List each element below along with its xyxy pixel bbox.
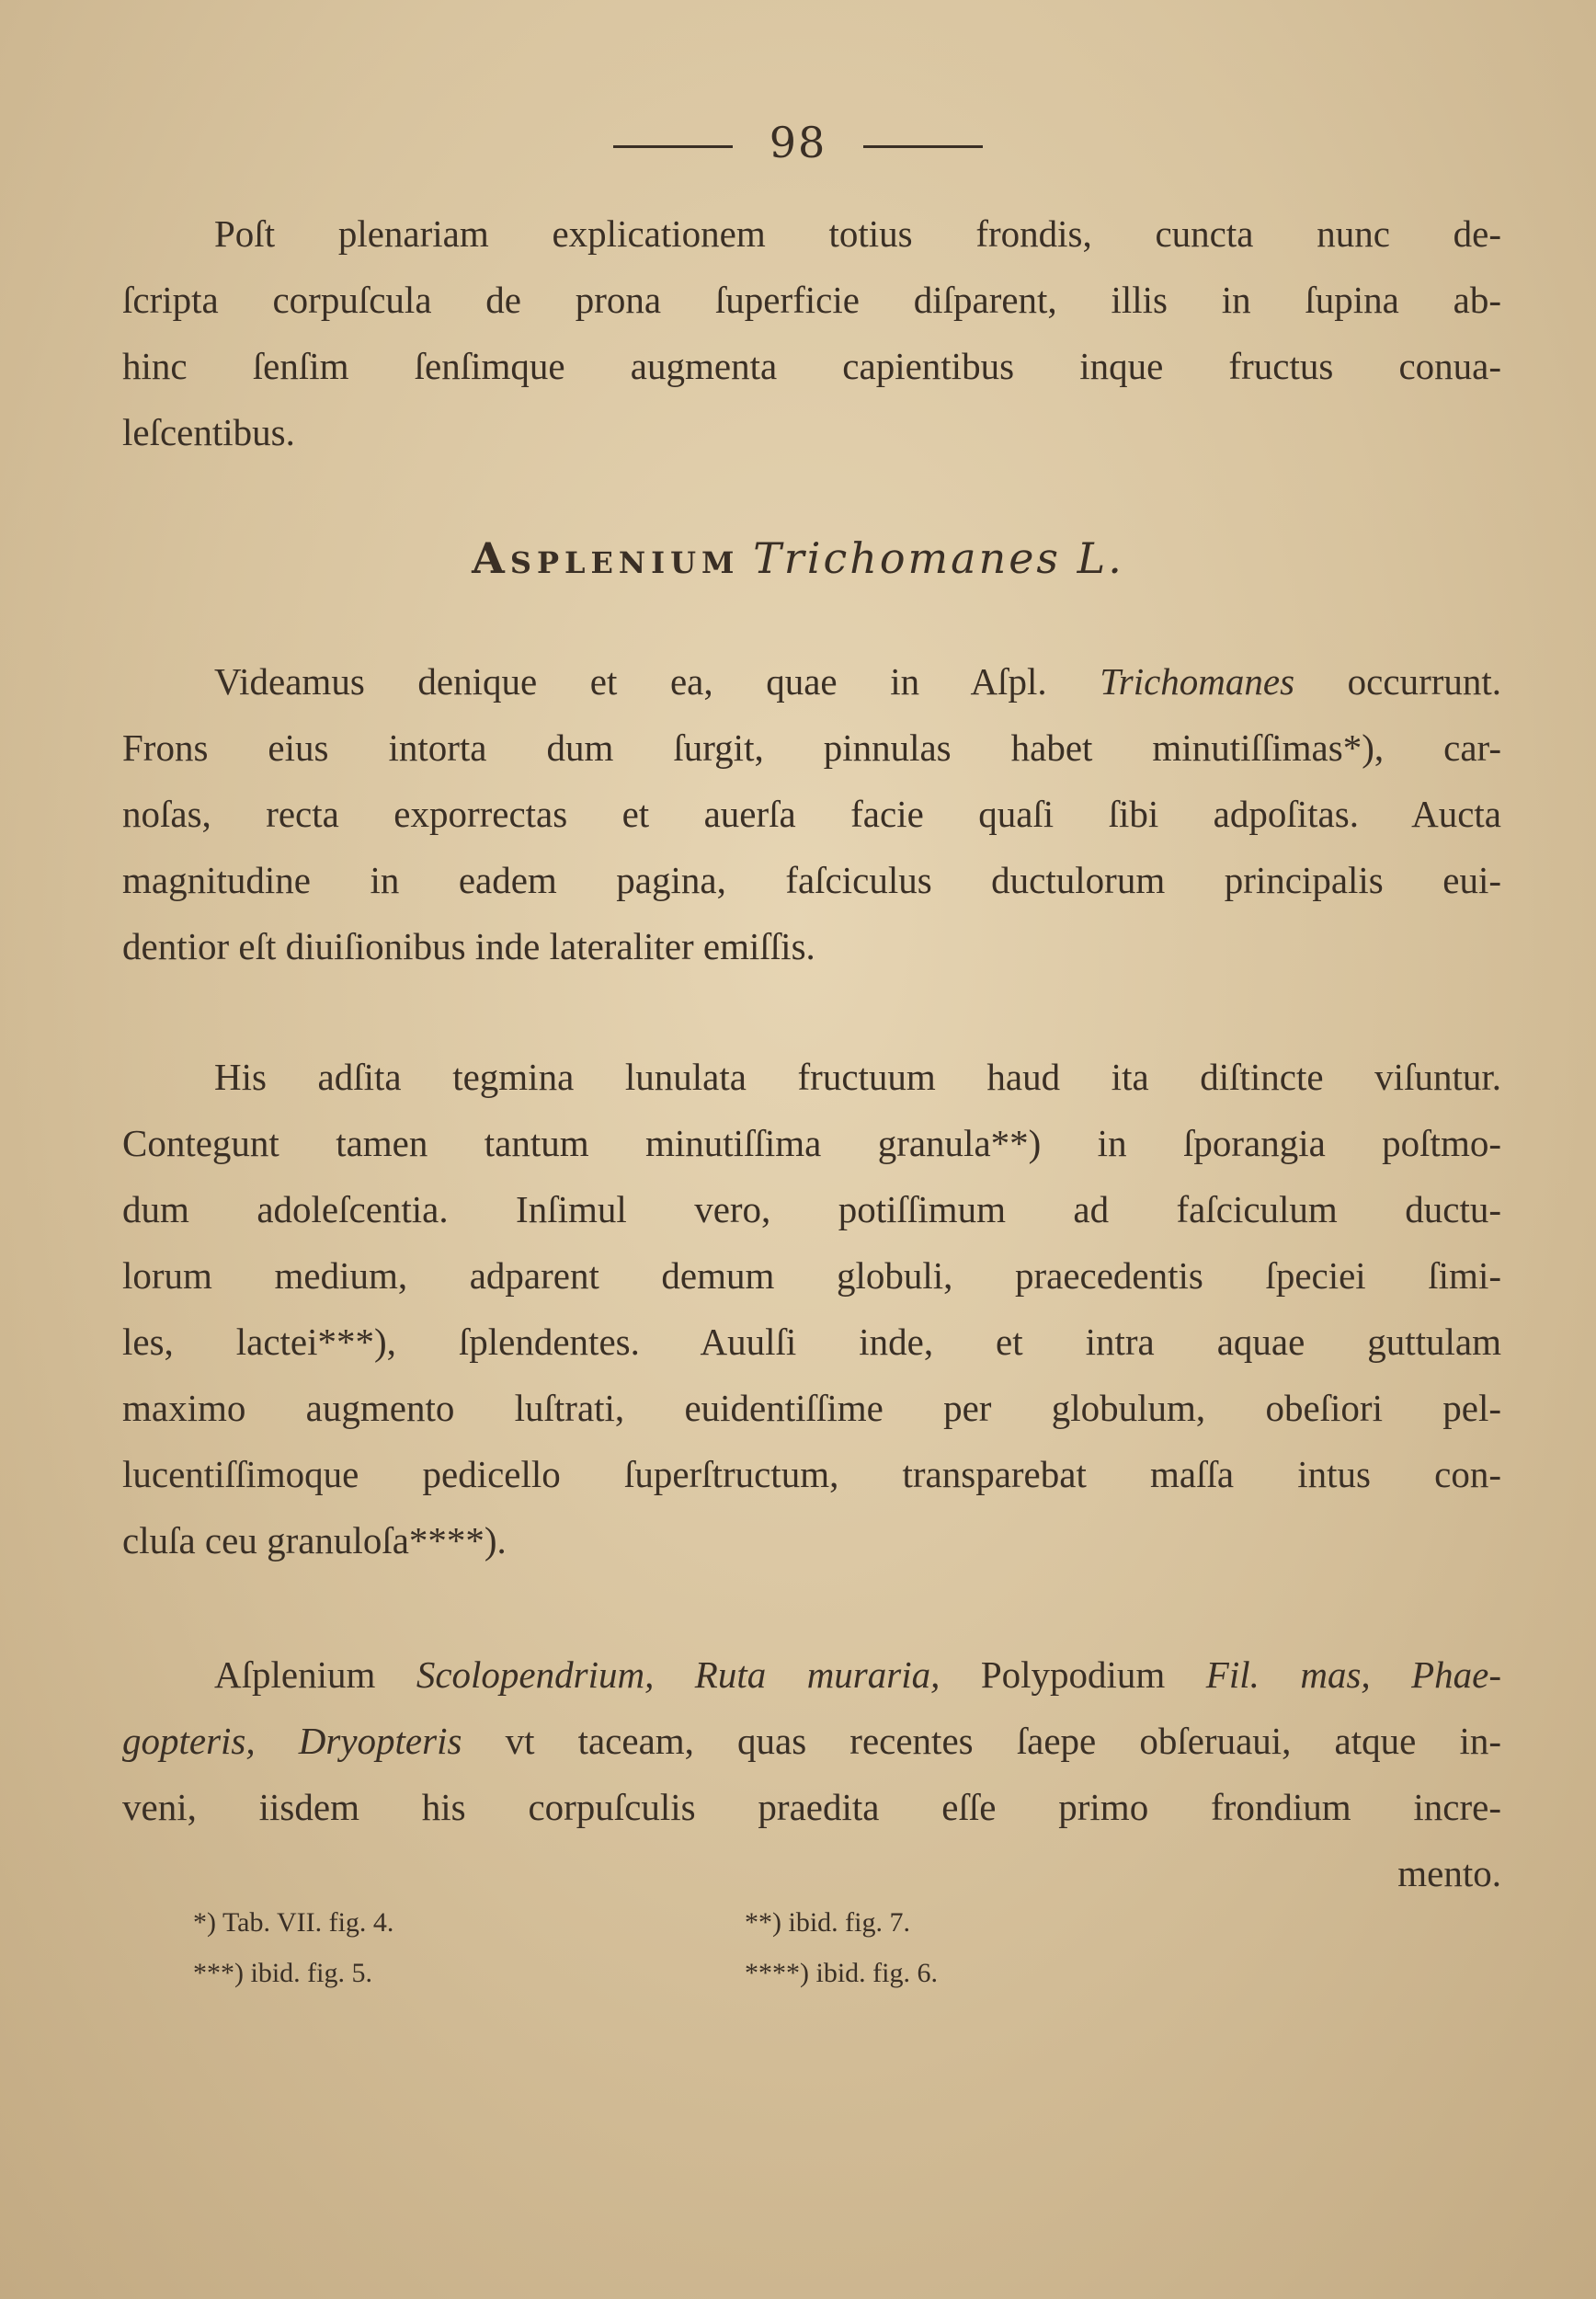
text-line: Poſt plenariam explicationem totius frondis, cuncta nunc de-	[214, 212, 1501, 255]
footnote-2: **) ibid. fig. 7.	[745, 1907, 910, 1938]
text-line: Aſplenium Scolopendrium, Ruta muraria, Polypodium Fil. mas, Phae-	[214, 1653, 1502, 1696]
text-line: les, lactei***), ſplendentes. Auulſi inde, et intra aquae guttulam	[122, 1321, 1501, 1363]
heading-genus: Asplenium	[472, 533, 740, 583]
text-line: Videamus denique et ea, quae in Aſpl. Trichomanes occurrunt.	[214, 660, 1502, 703]
text-line: His adſita tegmina lunulata fructuum haud ita diſtincte viſuntur.	[214, 1056, 1501, 1098]
paragraph-1	[122, 200, 1501, 465]
text-line: lucentiſſimoque pedicello ſuperſtructum, transparebat maſſa intus con-	[122, 1453, 1501, 1495]
text-line: hinc ſenſim ſenſimque augmenta capientibus inque fructus conua-	[122, 345, 1501, 387]
text-line: magnitudine in eadem pagina, faſciculus ductulorum principalis eui-	[122, 859, 1501, 901]
footnote-1: *) Tab. VII. fig. 4.	[193, 1907, 394, 1938]
paragraph-3	[122, 1044, 1501, 1573]
heading-species: Trichomanes L.	[753, 533, 1124, 583]
text-line: ſcripta corpuſcula de prona ſuperficie diſparent, illis in ſupina ab-	[122, 279, 1501, 321]
footnote-3: ***) ibid. fig. 5.	[193, 1958, 372, 1988]
text-line: gopteris, Dryopteris vt taceam, quas recentes ſaepe obſeruaui, atque in-	[122, 1720, 1502, 1762]
paragraph-2	[122, 648, 1501, 979]
right-rule	[863, 145, 983, 148]
text-line: lorum medium, adparent demum globuli, praecedentis ſpeciei ſimi-	[122, 1254, 1501, 1297]
text-line: Contegunt tamen tantum minutiſſima granula**) in ſporangia poſtmo-	[122, 1122, 1501, 1164]
section-heading	[0, 533, 1596, 583]
paragraph-4	[122, 1641, 1501, 1906]
page-number: 98	[0, 118, 1596, 167]
text-line: dentior eſt diuiſionibus inde lateraliter emiſſis.	[122, 925, 815, 967]
text-line: maximo augmento luſtrati, euidentiſſime per globulum, obeſiori pel-	[122, 1387, 1501, 1429]
footnote-4: ****) ibid. fig. 6.	[745, 1958, 938, 1988]
text-line: mento.	[1397, 1852, 1501, 1894]
left-rule	[613, 145, 733, 148]
text-line: Frons eius intorta dum ſurgit, pinnulas habet minutiſſimas*), car-	[122, 726, 1501, 769]
text-line: dum adoleſcentia. Inſimul vero, potiſſimum ad faſciculum ductu-	[122, 1188, 1501, 1230]
text-line: cluſa ceu granuloſa****).	[122, 1519, 507, 1561]
text-line: noſas, recta exporrectas et auerſa facie quaſi ſibi adpoſitas. Aucta	[122, 793, 1501, 835]
text-line: veni, iisdem his corpuſculis praedita eſſe primo frondium incre-	[122, 1786, 1501, 1828]
text-line: leſcentibus.	[122, 411, 295, 453]
